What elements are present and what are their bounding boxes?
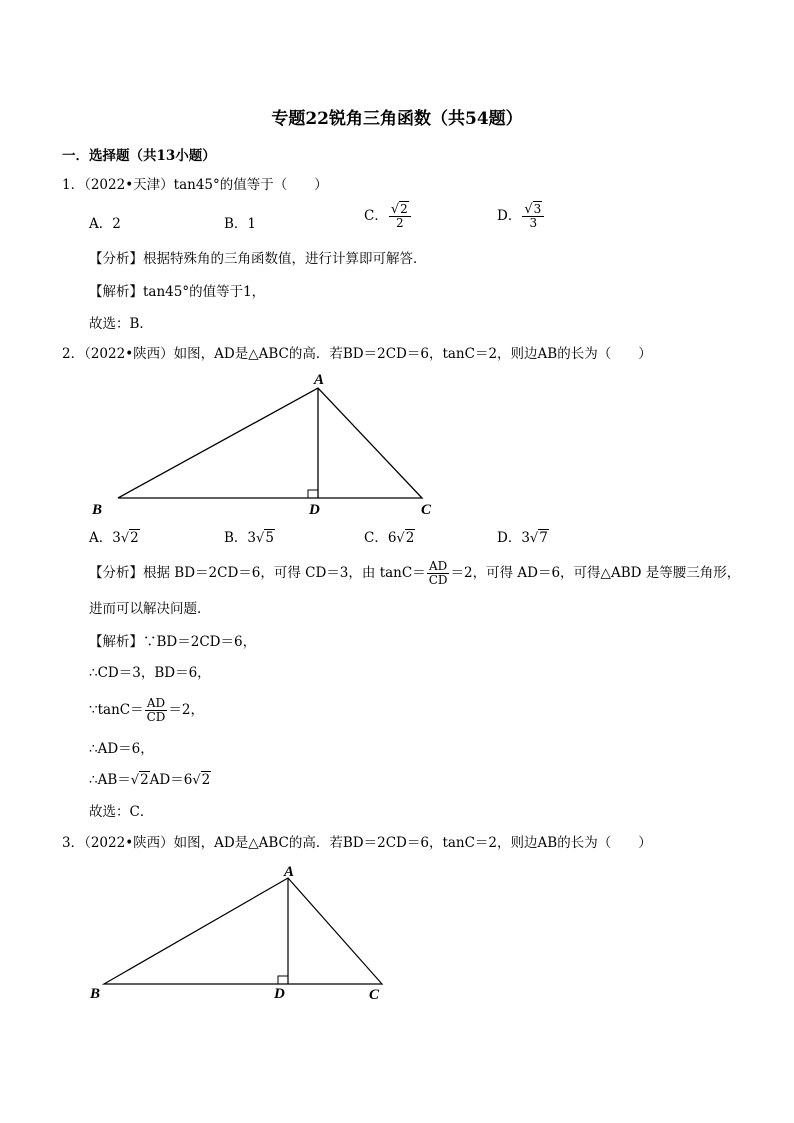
sqrt-symbol: √2 — [390, 202, 408, 217]
q1-option-c-label: C． — [364, 208, 388, 224]
sqrt-symbol: √2 — [396, 530, 415, 546]
vertex-label-d: D — [309, 502, 320, 518]
q1-analysis: 【分析】根据特殊角的三角函数值，进行计算即可解答． — [89, 251, 427, 267]
q2-option-a: A．3√2 — [89, 530, 139, 546]
q2-solution-line2: ∴CD＝3，BD＝6， — [89, 665, 211, 681]
section-header: 一．选择题（共13小题） — [62, 148, 216, 164]
q3-triangle-diagram — [80, 860, 400, 1010]
vertex-label-b: B — [90, 986, 101, 1002]
sqrt-symbol: √2 — [120, 530, 139, 546]
vertex-label-b: B — [92, 502, 103, 518]
q2-stem-rest: AD是△ABC的高．若BD＝2CD＝6，tanC＝2，则边AB的长为（ ） — [214, 346, 652, 362]
q2-analysis: 【分析】根据 BD＝2CD＝6，可得 CD＝3，由 tanC＝ $\frac{AD}{CD}$ ＝2，可得 AD＝6，可得△ABD 是等腰三角形， — [89, 559, 741, 587]
q1-stem: 1．（2022•天津）tan45°的值等于（ ） — [62, 177, 328, 193]
q1-option-b — [224, 212, 256, 232]
q1-option-a — [89, 212, 121, 232]
q1-option-d-fraction: $\frac{√3}{3}$ — [522, 203, 544, 230]
triangle-abc — [104, 878, 382, 984]
q2-solution-line1: 【解析】∵BD＝2CD＝6， — [89, 634, 257, 650]
q1-option-d-label: D． — [497, 208, 522, 224]
q2-stem-prefix: 2．（2022•陕西）如图， — [62, 346, 215, 362]
page-title: 专题22锐角三角函数（共54题） — [271, 109, 523, 129]
sqrt-symbol: √5 — [256, 530, 274, 546]
vertex-label-a: A — [314, 372, 325, 388]
sqrt-symbol: √2 — [192, 772, 211, 788]
q1-option-b-value: 1 — [247, 216, 257, 232]
q2-option-d: D．3√7 — [497, 530, 548, 546]
sqrt-symbol: √2 — [130, 772, 149, 788]
q1-option-a-value: 2 — [112, 216, 121, 232]
sqrt-symbol: √7 — [529, 530, 548, 546]
q3-stem: 3．（2022•陕西）如图，AD是△ABC的高．若BD＝2CD＝6，tanC＝2，则边AB的长为（ ） — [62, 835, 652, 851]
q2-option-c: C．6√2 — [364, 530, 415, 546]
fraction-ad-over-cd: $\frac{AD}{CD}$ — [146, 696, 166, 724]
q2-solution-line5: ∴AB＝√2AD＝6√2 — [89, 772, 211, 788]
q2-triangle-diagram — [80, 366, 460, 522]
q1-option-d — [497, 203, 545, 230]
q1-option-a-label: A． — [89, 216, 113, 232]
vertex-label-a: A — [284, 864, 295, 880]
vertex-label-c: C — [421, 502, 432, 518]
q2-option-b: B．3√5 — [224, 530, 274, 546]
right-angle-marker — [278, 976, 288, 984]
q1-solution: 【解析】tan45°的值等于1， — [89, 284, 266, 300]
triangle-abc — [118, 388, 422, 498]
q1-option-c-fraction: $\frac{√2}{2}$ — [389, 203, 411, 230]
right-angle-marker — [308, 490, 318, 498]
q2-solution-line3: ∵tanC＝ $\frac{AD}{CD}$ ＝2， — [89, 696, 204, 724]
q1-option-c — [364, 203, 412, 230]
q2-solution-line4: ∴AD＝6， — [89, 741, 154, 757]
vertex-label-d: D — [274, 986, 285, 1002]
q1-answer: 故选：B． — [89, 316, 153, 332]
q2-analysis-line2: 进而可以解决问题． — [89, 601, 211, 617]
q1-option-b-label: B． — [224, 216, 248, 232]
q2-answer: 故选：C． — [89, 804, 154, 820]
q2-stem — [62, 345, 652, 363]
fraction-ad-over-cd: $\frac{AD}{CD}$ — [428, 559, 448, 587]
sqrt-symbol: √3 — [524, 202, 542, 217]
vertex-label-c: C — [369, 987, 380, 1003]
